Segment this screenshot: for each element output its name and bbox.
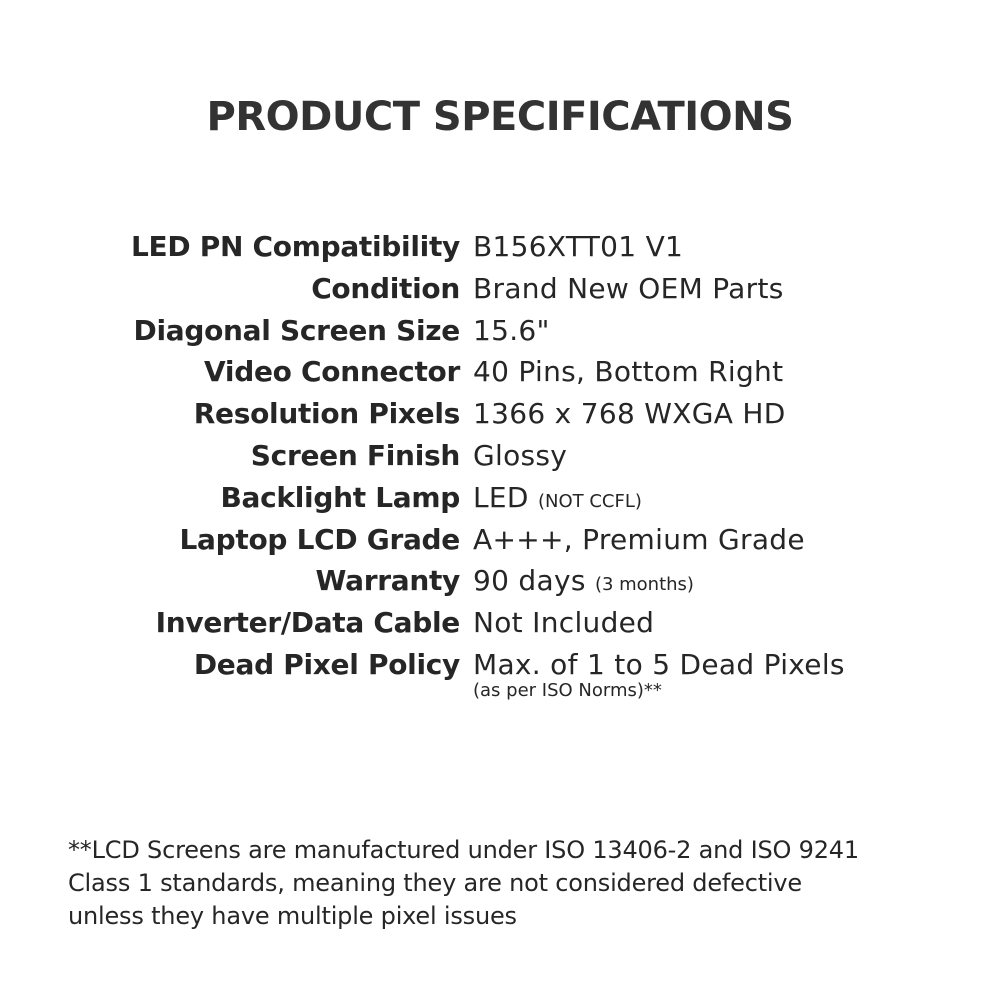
spec-value-cell xyxy=(460,644,1000,701)
spec-value: 90 days xyxy=(473,564,586,598)
spec-value-cell xyxy=(460,560,1000,605)
spec-row-screen-finish xyxy=(0,435,1000,477)
spec-label: Resolution Pixels xyxy=(193,397,460,431)
spec-label: Dead Pixel Policy xyxy=(193,647,460,681)
spec-value-cell xyxy=(460,477,1000,522)
spec-value: LED xyxy=(473,480,529,514)
spec-label: Warranty xyxy=(315,564,460,598)
spec-value-cell xyxy=(460,393,1000,434)
spec-value: Brand New OEM Parts xyxy=(473,271,784,305)
spec-row-backlight-lamp xyxy=(0,477,1000,519)
spec-value-cell xyxy=(460,602,1000,643)
spec-value: 15.6" xyxy=(473,313,550,347)
spec-label: Laptop LCD Grade xyxy=(179,522,460,556)
spec-row-video-connector xyxy=(0,351,1000,393)
spec-row-led-pn-compatibility xyxy=(0,226,1000,268)
footnote xyxy=(68,834,968,933)
spec-value-cell xyxy=(460,226,1000,267)
footnote-line: **LCD Screens are manufactured under ISO 13406-2 and ISO 9241 xyxy=(68,836,859,864)
spec-value: B156XTT01 V1 xyxy=(473,230,684,263)
spec-label: Backlight Lamp xyxy=(220,480,460,514)
spec-label: LED PN Compatibility xyxy=(130,230,460,263)
spec-value: Glossy xyxy=(473,438,568,472)
spec-label: Screen Finish xyxy=(250,438,460,472)
spec-label: Condition xyxy=(311,271,460,305)
spec-value: Max. of 1 to 5 Dead Pixels xyxy=(473,647,845,681)
spec-label: Inverter/Data Cable xyxy=(155,606,460,640)
page-title: PRODUCT SPECIFICATIONS xyxy=(206,94,794,140)
spec-note: (NOT CCFL) xyxy=(537,490,642,512)
spec-value: 40 Pins, Bottom Right xyxy=(473,355,784,389)
spec-label: Video Connector xyxy=(204,355,460,389)
spec-row-warranty xyxy=(0,560,1000,602)
spec-value-cell xyxy=(460,519,1000,560)
footnote-line: unless they have multiple pixel issues xyxy=(68,902,517,930)
spec-row-dead-pixel-policy xyxy=(0,644,1000,714)
spec-value-cell xyxy=(460,310,1000,351)
spec-value: A+++, Premium Grade xyxy=(473,522,805,556)
footnote-line: Class 1 standards, meaning they are not considered defective xyxy=(68,869,802,897)
spec-row-laptop-lcd-grade xyxy=(0,519,1000,561)
spec-value-cell xyxy=(460,268,1000,309)
spec-note: (3 months) xyxy=(594,574,694,596)
spec-value-cell xyxy=(460,435,1000,476)
spec-value: 1366 x 768 WXGA HD xyxy=(473,397,786,431)
spec-row-resolution-pixels xyxy=(0,393,1000,435)
spec-subnote: (as per ISO Norms)** xyxy=(473,679,662,701)
spec-row-diagonal-screen-size xyxy=(0,310,1000,352)
spec-value: Not Included xyxy=(473,606,655,640)
spec-value-cell xyxy=(460,351,1000,392)
spec-row-inverter-data-cable xyxy=(0,602,1000,644)
spec-label: Diagonal Screen Size xyxy=(133,313,460,347)
spec-table xyxy=(0,226,1000,714)
spec-row-condition xyxy=(0,268,1000,310)
